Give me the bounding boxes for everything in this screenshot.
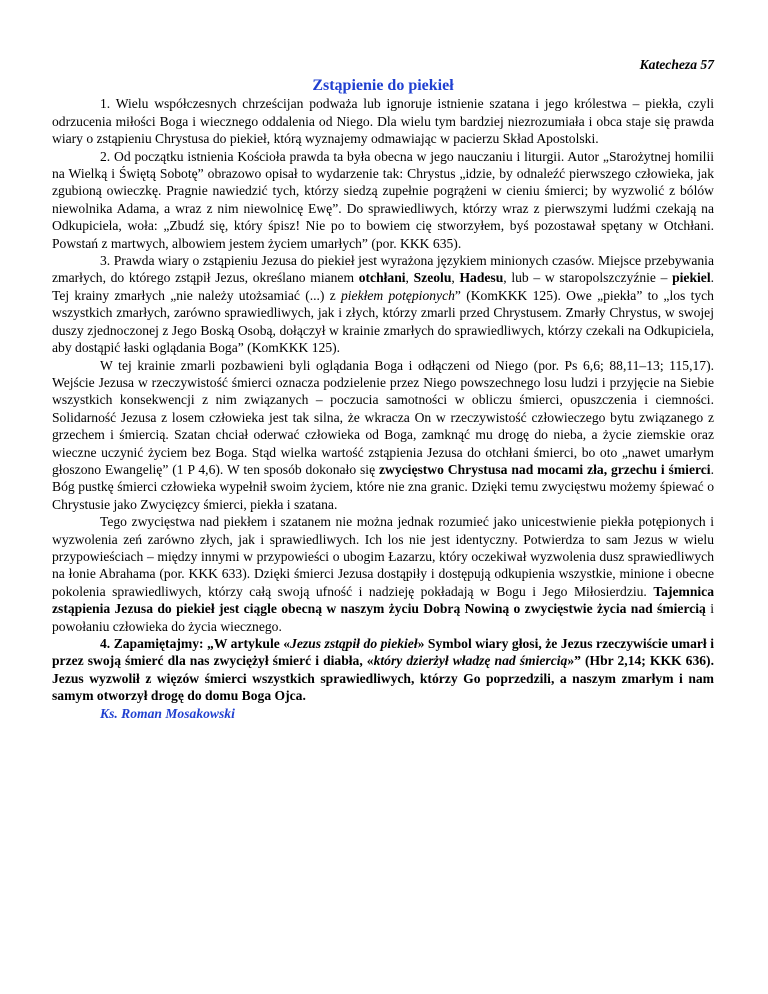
separator: , bbox=[451, 270, 460, 286]
paragraph-3-text: 3. Prawda wiary o zstąpieniu Jezusa do piekieł jest wyrażona językiem minionych czasów. Miejsce przebywania zmarłych, do którego zstąpił Jezus, określano mianem bbox=[52, 253, 714, 286]
summary-text: 4. Zapamiętajmy: „W artykule « bbox=[100, 636, 291, 651]
term-otchlan: otchłani bbox=[358, 270, 406, 286]
term-hades: Hadesu bbox=[459, 270, 504, 286]
paragraph-1: 1. Wielu współczesnych chrześcijan podważa lub ignoruje istnienie szatana i jego królestwa – piekła, czyli odrzucenia miłości Boga i wiecznego oddalenia od Niego. Dla wielu tym bardziej niezrozumiała i obca staje się prawda wiary o zstąpieniu Chrystusa do piekieł, którą wyznajemy odmawiając w pacierzu Skład Apostolski. bbox=[52, 96, 714, 147]
paragraph-5-text: i powołaniu człowieka do życia wiecznego. bbox=[52, 601, 714, 634]
paragraph-3-text: ” (KomKKK 125). Owe „piekła” to „los tych wszystkich zmarłych, zarówno sprawiedliwych, jak i złych, którzy zmarli przed Chrystusem. Zmarły Chrystus, w swojej duszy zjednoczonej z Jego Boską Osobą, dołączył w krainie zmarłych do sprawiedliwych, którzy czekali na Odkupiciela, aby dostąpić łaski oglądania Boga” (KomKKK 125). bbox=[52, 287, 714, 356]
paragraph-6-summary bbox=[52, 635, 714, 705]
author-signature: Ks. Roman Mosakowski bbox=[100, 705, 235, 721]
summary-text: »” (Hbr 2,14; KKK 636). Jezus wyzwolił z więzów śmierci wszystkich sprawiedliwych, którzy Go poprzedzili, a naszym zmarłym i nam samym otworzył drogę do domu Boga Ojca. bbox=[52, 653, 714, 704]
paragraph-4-text: . Bóg pustkę śmierci człowieka wypełnił swoim życiem, które nie zna granic. Dzięki temu zwycięstwu możemy śpiewać o Chrystusie jako Zwycięzcy śmierci, piekła i szatana. bbox=[52, 461, 714, 512]
document-page bbox=[52, 56, 714, 722]
term-szeol: Szeolu bbox=[413, 270, 452, 286]
paragraph-4-text: W tej krainie zmarli pozbawieni byli oglądania Boga i odłączeni od Niego (por. Ps 6,6; 88,11–13; 115,17). Wejście Jezusa w rzeczywistość śmierci oznacza podzielenie przez Niego powszechnego losu ludzi i przyjęcie na Siebie wszystkich konsekwencji z nim związanych – poczucia samotności w obliczu śmierci, opuszczenia i ciemności. Solidarność Jezusa z losem człowieka jest tak silna, że wkracza On w rzeczywistość człowieczego bytu związanego z grzechem i śmiercią. Szatan chciał oderwać człowieka od Boga, zamknąć mu drogę do nieba, a życie ziemskie oraz wieczne uczynić życiem bez Boga. Stąd wielka wartość zstąpienia Jezusa do otchłani śmierci, bo oto „nawet umarłym głoszono Ewangelię” (1 P 4,6). W ten sposób dokonało się bbox=[52, 357, 714, 477]
paragraph-4 bbox=[52, 357, 714, 514]
summary-quote bbox=[290, 636, 418, 651]
summary-quote bbox=[374, 653, 568, 668]
paragraph-2: 2. Od początku istnienia Kościoła prawda ta była obecna w jego nauczaniu i liturgii. Autor „Starożytnej homilii na Wielką i Świętą Sobotę” obrazowo opisał to wydarzenie tak: Chrystus „idzie, by odnaleźć pierwszego człowieka, jak zgubioną owieczkę. Pragnie nawiedzić tych, którzy siedzą zupełnie pogrążeni w cieniu śmierci; by wyzwolić z bólów niewolnika Adama, a wraz z nim niewolnicę Ewę”. Do sprawiedliwych, którzy wraz z pierwszymi ludźmi czekają na Odkupiciela, woła: „Zbudź się, który śpisz! Nie po to bowiem cię stworzyłem, byś pozostawał spętany w Otchłani. Powstań z martwych, albowiem jestem życiem umarłych” (por. KKK 635). bbox=[52, 148, 714, 251]
catechesis-number: Katecheza 57 bbox=[639, 57, 714, 72]
quote-wladza-nad-smiercia: który dzierżył władzę nad śmiercią bbox=[373, 653, 568, 669]
term-piekiel: piekiel bbox=[672, 270, 711, 286]
paragraph-5 bbox=[52, 513, 714, 635]
document-title: Zstąpienie do piekieł bbox=[312, 77, 454, 95]
separator: , bbox=[405, 270, 414, 286]
highlight-tajemnica: Tajemnica zstąpienia Jezusa do piekieł jest ciągle obecną w naszym życiu Dobrą Nowiną o zwycięstwie życia nad śmiercią bbox=[52, 583, 714, 617]
summary-text: » Symbol wiary głosi, że Jezus rzeczywiście umarł i przez swoją śmierć dla nas zwyciężył śmierć i diabła, « bbox=[52, 636, 714, 669]
paragraph-3-text: . Tej krainy zmarłych „nie należy utożsamiać (...) z bbox=[52, 270, 715, 303]
paragraph-5-text: Tego zwycięstwa nad piekłem i szatanem nie można jednak rozumieć jako unicestwienie piekła potępionych i wyzwolenia zeń zarówno złych, jak i sprawiedliwych. Ich los nie jest identyczny. Potwierdza to sam Jezus w wielu przypowieściach – między innymi w przypowieści o ubogim Łazarzu, który oczekiwał wyzwolenia dusz sprawiedliwych na łonie Abrahama (por. KKK 633). Dzięki śmierci Jezusa dostąpiły i dostępują odkupienia wszystkie, minione i obecne pokolenia sprawiedliwych, którzy całą swoją ufność i nadzieję pokładają w Bogu i Jego Miłosierdziu. bbox=[52, 514, 714, 599]
quote-jezus-zstapil: Jezus zstąpił do piekieł bbox=[290, 636, 418, 651]
highlight-zwyciestwo: zwycięstwo Chrystusa nad mocami zła, grzechu i śmierci bbox=[379, 461, 711, 477]
term-pieklo-potepionych: piekłem potępionych bbox=[340, 287, 455, 303]
paragraph-3-text: , lub – w staropolszczyźnie – bbox=[503, 270, 673, 286]
paragraph-3 bbox=[52, 252, 714, 356]
